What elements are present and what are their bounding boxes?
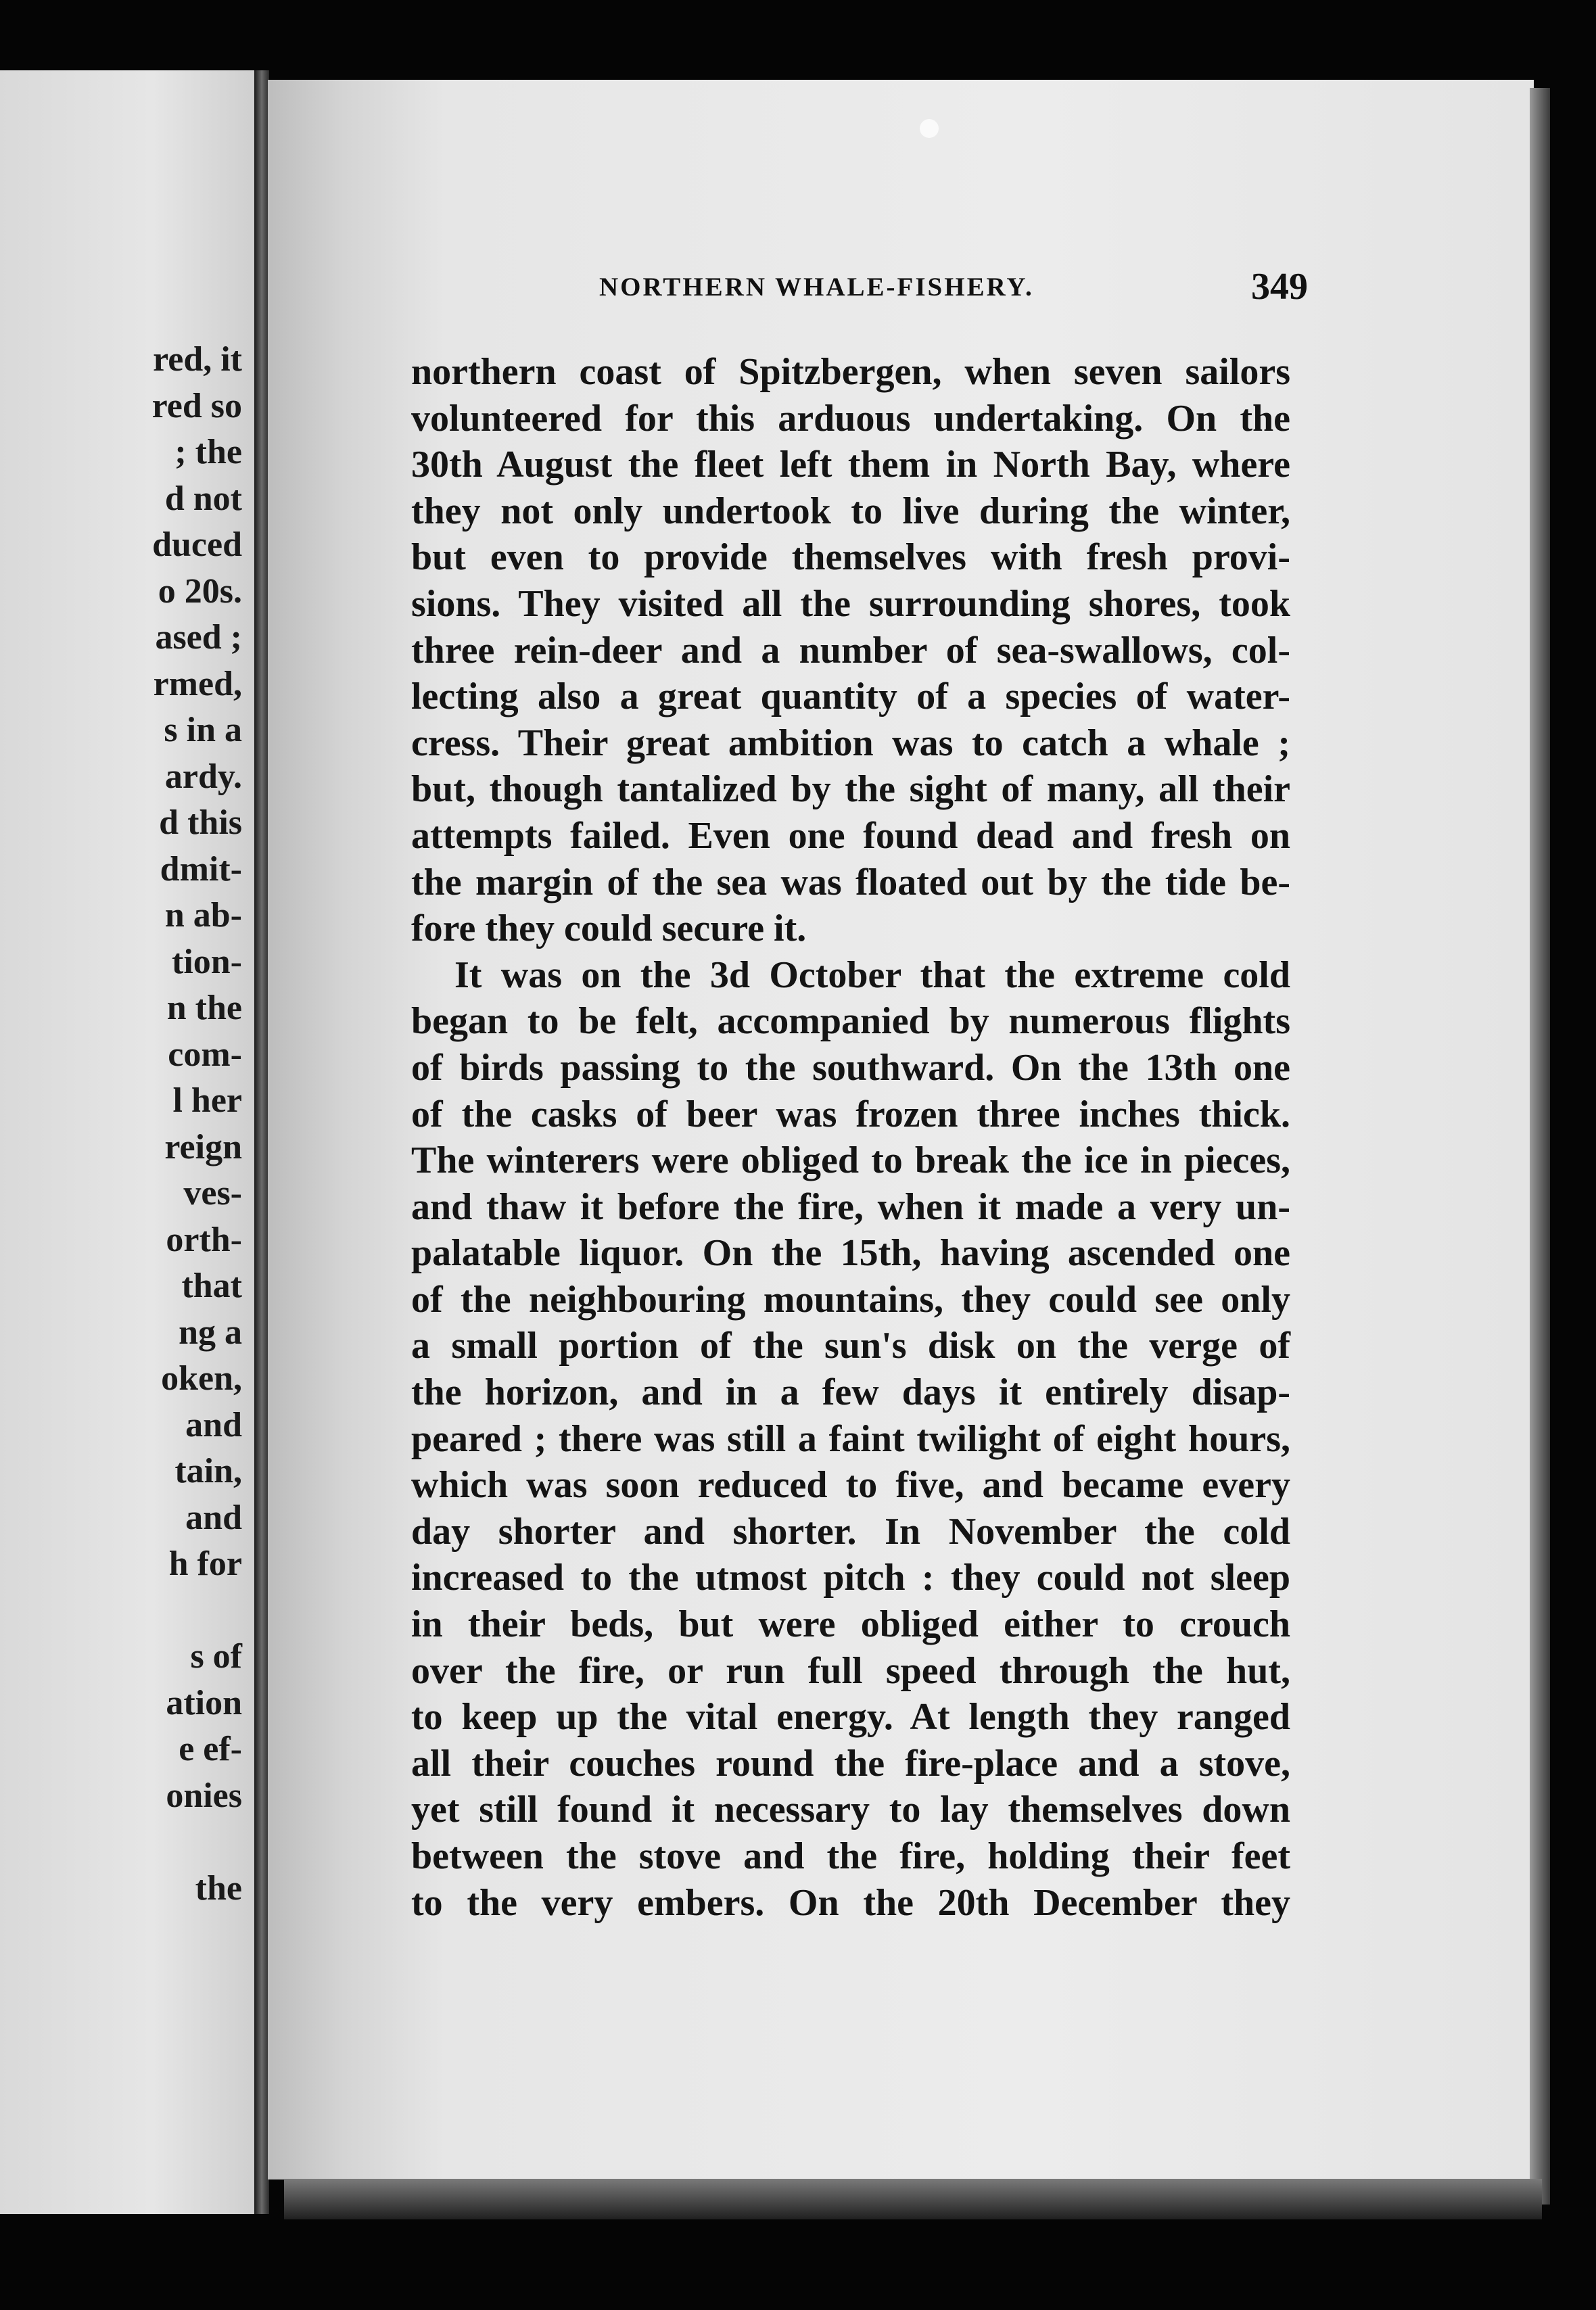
paper-speck xyxy=(920,119,939,138)
left-page-fragment: tain, xyxy=(174,1452,242,1490)
page-number: 349 xyxy=(1251,266,1308,308)
running-head: NORTHERN WHALE-FISHERY. xyxy=(599,273,1034,302)
left-page-text-fragments xyxy=(5,337,242,1912)
body-text xyxy=(411,349,1290,1926)
left-page-fragment: s of xyxy=(190,1637,242,1676)
text-line: to the very embers. On the 20th December they xyxy=(411,1881,1290,1924)
left-page-fragment: red, it xyxy=(153,340,242,379)
text-line: but, though tantalized by the sight of many, all their xyxy=(411,768,1290,811)
left-page-fragment: com- xyxy=(168,1035,242,1074)
text-line: of birds passing to the southward. On the 13th one xyxy=(411,1046,1290,1089)
text-line: palatable liquor. On the 15th, having ascended one xyxy=(411,1232,1290,1275)
left-page-fragment: orth- xyxy=(166,1220,242,1259)
left-page-fragment: e ef- xyxy=(179,1730,242,1768)
left-page-fragment: and xyxy=(185,1405,242,1444)
left-page-fragment: and xyxy=(185,1498,242,1537)
text-line: the horizon, and in a few days it entirely disap- xyxy=(411,1371,1290,1414)
text-line: three rein-deer and a number of sea-swallows, col- xyxy=(411,629,1290,671)
text-line: lecting also a great quantity of a species of water- xyxy=(411,676,1290,718)
left-page-fragment: reign xyxy=(164,1127,242,1166)
text-line: increased to the utmost pitch : they could not sleep xyxy=(411,1557,1290,1599)
left-page-fragment xyxy=(5,1588,242,1634)
left-page xyxy=(0,70,254,2214)
left-page-fragment: duced xyxy=(152,525,242,564)
text-line: It was on the 3d October that the extreme cold xyxy=(454,953,1290,996)
left-page-fragment: ves- xyxy=(183,1174,242,1212)
left-page-fragment: the xyxy=(195,1868,242,1908)
left-page-fragment: ardy. xyxy=(164,757,242,796)
text-line: a small portion of the sun's disk on the verge of xyxy=(411,1325,1290,1367)
left-page-fragment: oken, xyxy=(161,1359,242,1398)
page-bottom-shadow xyxy=(284,2179,1542,2219)
text-line: volunteered for this arduous undertaking. On the xyxy=(411,397,1290,440)
left-page-fragment: d this xyxy=(159,803,242,842)
text-line: which was soon reduced to five, and became every xyxy=(411,1464,1290,1507)
left-page-fragment: red so xyxy=(151,386,242,425)
text-line: peared ; there was still a faint twilight of eight hours, xyxy=(411,1417,1290,1460)
left-page-fragment: n the xyxy=(166,989,242,1027)
left-page-fragment: h for xyxy=(168,1545,242,1583)
left-page-fragment: ng a xyxy=(179,1313,242,1352)
left-page-fragment: ; the xyxy=(174,433,242,471)
left-page-fragment: ased ; xyxy=(155,618,242,657)
text-line: attempts failed. Even one found dead and fresh on xyxy=(411,814,1290,857)
text-line: over the fire, or run full speed through the hut, xyxy=(411,1649,1290,1692)
text-line: of the casks of beer was frozen three inches thick. xyxy=(411,1093,1290,1135)
left-page-fragment: that xyxy=(181,1267,242,1305)
page-edge xyxy=(1530,88,1550,2205)
left-page-fragment: n ab- xyxy=(164,896,242,935)
left-page-fragment: ation xyxy=(166,1683,242,1722)
text-line: day shorter and shorter. In November the cold xyxy=(411,1510,1290,1553)
text-line: of the neighbouring mountains, they could see only xyxy=(411,1278,1290,1321)
text-line: but even to provide themselves with fresh provi- xyxy=(411,536,1290,579)
text-line: The winterers were obliged to break the ice in pieces, xyxy=(411,1139,1290,1182)
left-page-fragment: l her xyxy=(172,1081,242,1120)
book-gutter xyxy=(254,70,269,2214)
text-line: cress. Their great ambition was to catch a whale ; xyxy=(411,722,1290,764)
text-line: fore they could secure it. xyxy=(411,908,807,950)
text-line: they not only undertook to live during the winter, xyxy=(411,490,1290,532)
left-page-fragment: rmed, xyxy=(153,664,242,703)
left-page-fragment: s in a xyxy=(164,711,242,749)
left-page-fragment: d not xyxy=(164,479,242,518)
left-page-fragment: tion- xyxy=(172,942,242,981)
text-line: began to be felt, accompanied by numerous flights xyxy=(411,1000,1290,1043)
text-line: all their couches round the fire-place and a stove, xyxy=(411,1742,1290,1785)
text-line: and thaw it before the fire, when it made a very un- xyxy=(411,1185,1290,1228)
text-line: sions. They visited all the surrounding shores, took xyxy=(411,582,1290,625)
text-line: between the stove and the fire, holding their feet xyxy=(411,1835,1290,1877)
left-page-fragment xyxy=(5,1819,242,1866)
text-line: 30th August the fleet left them in North Bay, where xyxy=(411,444,1290,486)
left-page-fragment: o 20s. xyxy=(158,571,242,611)
text-line: yet still found it necessary to lay themselves down xyxy=(411,1789,1290,1831)
text-line: in their beds, but were obliged either to crouch xyxy=(411,1603,1290,1646)
text-line: northern coast of Spitzbergen, when seven sailors xyxy=(411,351,1290,393)
text-line: the margin of the sea was floated out by the tide be- xyxy=(411,861,1290,903)
left-page-fragment: dmit- xyxy=(160,849,242,889)
text-line: to keep up the vital energy. At length they ranged xyxy=(411,1696,1290,1739)
left-page-fragment: onies xyxy=(166,1776,242,1815)
